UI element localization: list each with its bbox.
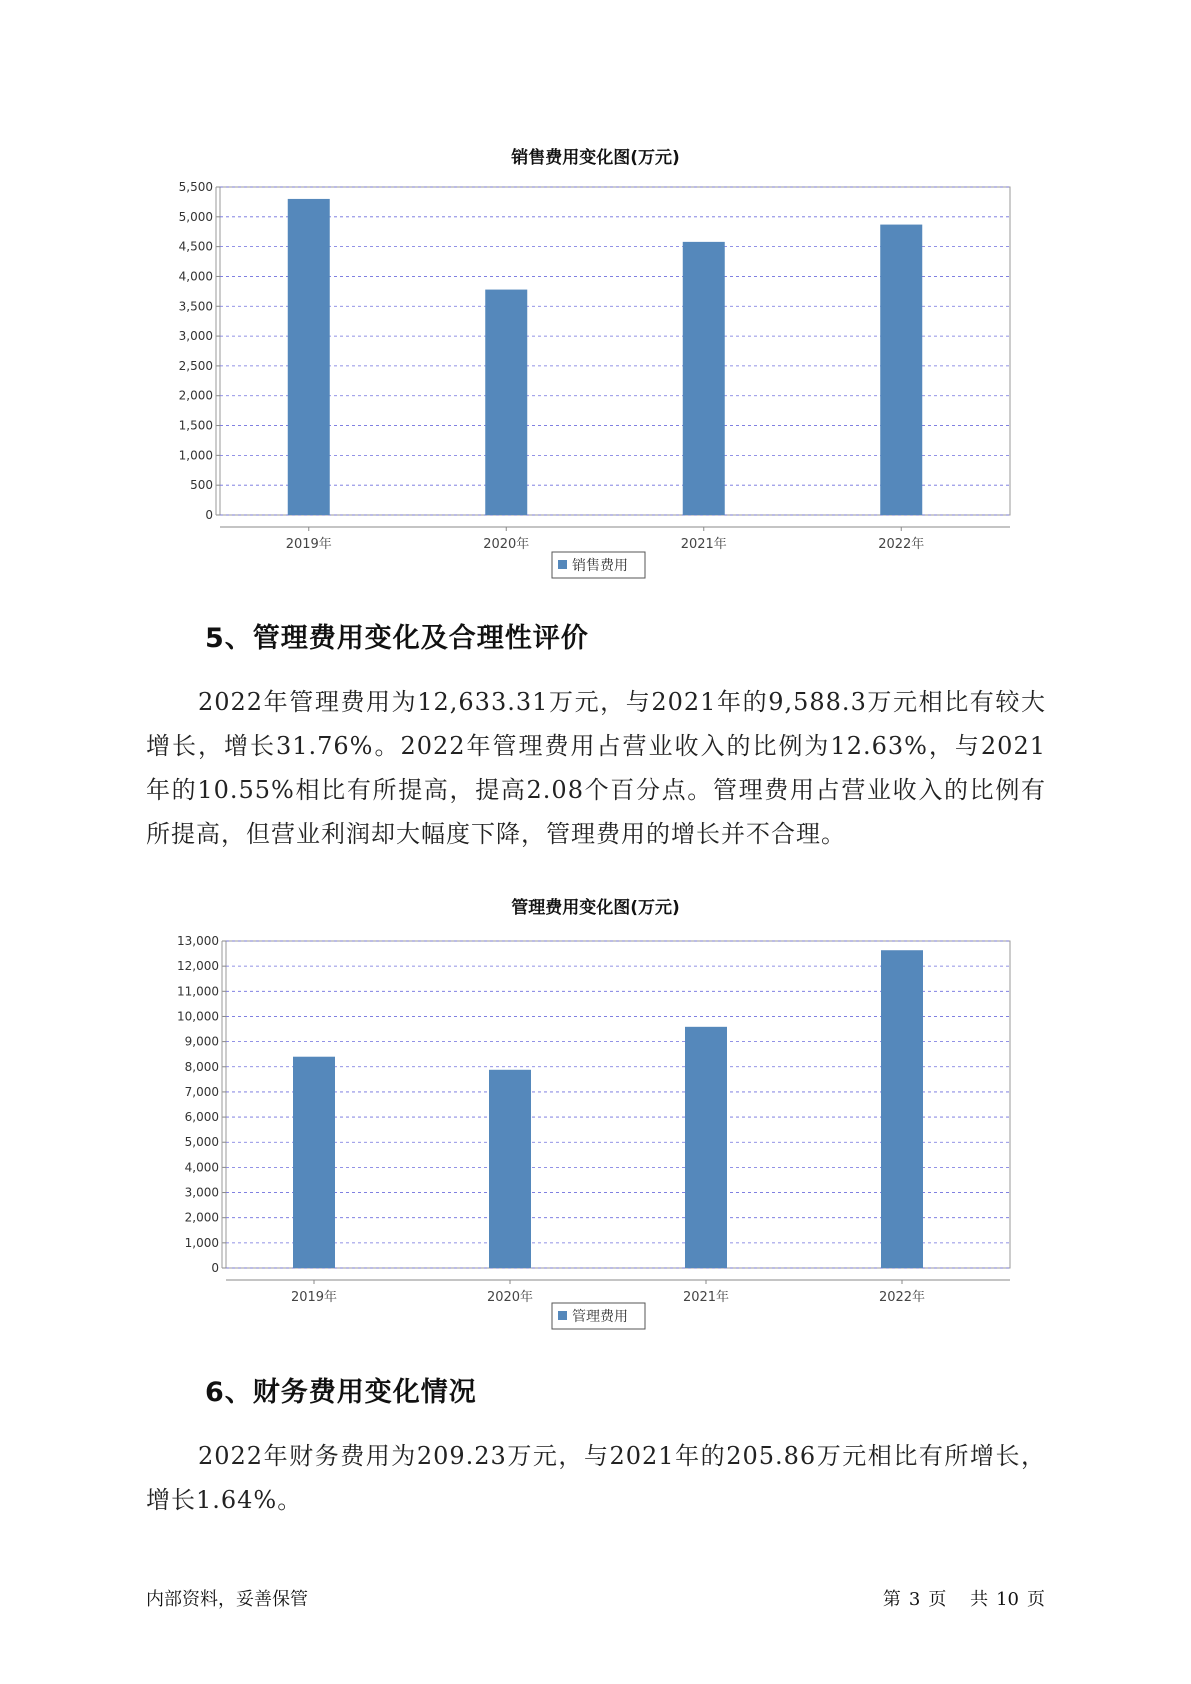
y-tick-label: 5,000 (178, 209, 213, 224)
bar (881, 950, 923, 1268)
legend-swatch (558, 560, 567, 569)
y-tick-label: 4,000 (178, 269, 213, 284)
y-tick-label: 3,000 (178, 329, 213, 344)
page-current: 3 (908, 1589, 921, 1610)
section-6-heading: 6、财务费用变化情况 (205, 1377, 477, 1408)
y-tick-label: 0 (205, 508, 213, 522)
y-tick-label: 8,000 (184, 1059, 219, 1074)
x-tick-label: 2020年 (486, 1290, 534, 1305)
x-tick-label: 2021年 (680, 537, 727, 552)
y-tick-label: 6,000 (184, 1110, 219, 1125)
y-tick-label: 5,500 (178, 180, 213, 194)
bar (288, 199, 330, 515)
y-tick-label: 11,000 (177, 984, 219, 999)
page-total: 10 (996, 1589, 1019, 1610)
y-tick-label: 5,000 (184, 1135, 219, 1150)
footer-confidential-note: 内部资料，妥善保管 (146, 1589, 308, 1610)
y-tick-label: 4,500 (178, 239, 213, 254)
legend-label: 销售费用 (572, 558, 628, 574)
y-tick-label: 2,000 (184, 1210, 219, 1225)
y-tick-label: 1,000 (184, 1235, 219, 1250)
section-5-text: 2022年管理费用为12,633.31万元，与2021年的9,588.3万元相比有较大增长，增长31.76%。2022年管理费用占营业收入的比例为12.63%，与2021年的10.55%相比有所提高，提高2.08个百分点。管理费用占营业收入的比例有所提高，但营业利润却大幅度下降，管理费用的增长并不合理。 (146, 688, 1046, 848)
total-prefix: 共 (970, 1589, 989, 1610)
section-6-paragraph (146, 1434, 1046, 1522)
y-tick-label: 500 (190, 478, 213, 493)
sales-expense-chart (0, 165, 1191, 574)
chart-2-title: 管理费用变化图(万元) (511, 898, 680, 918)
y-tick-label: 10,000 (177, 1009, 219, 1024)
y-tick-label: 9,000 (184, 1034, 219, 1049)
legend (552, 552, 645, 578)
y-tick-label: 3,500 (178, 299, 213, 314)
bar (685, 1027, 727, 1268)
y-tick-label: 7,000 (184, 1084, 219, 1099)
x-tick-label: 2019年 (285, 537, 332, 552)
legend (552, 1303, 645, 1329)
x-tick-label: 2021年 (682, 1290, 730, 1305)
x-tick-label: 2020年 (483, 537, 530, 552)
bar (489, 1070, 531, 1268)
legend-swatch (558, 1311, 567, 1320)
page-prefix: 第 (882, 1589, 901, 1610)
x-tick-label: 2022年 (878, 537, 925, 552)
section-6-text: 2022年财务费用为209.23万元，与2021年的205.86万元相比有所增长，增长1.64%。 (146, 1442, 1046, 1514)
total-unit: 页 (1027, 1589, 1045, 1610)
footer-page-number (879, 1585, 1049, 1611)
chart-1-title: 销售费用变化图(万元) (511, 148, 680, 168)
y-tick-label: 1,000 (178, 448, 213, 463)
y-tick-label: 0 (211, 1261, 219, 1275)
y-tick-label: 2,500 (178, 358, 213, 373)
section-5-heading: 5、管理费用变化及合理性评价 (205, 623, 589, 654)
y-tick-label: 3,000 (184, 1185, 219, 1200)
bar (683, 242, 725, 515)
y-tick-label: 4,000 (184, 1160, 219, 1175)
legend-label: 管理费用 (572, 1309, 628, 1325)
bar (880, 225, 922, 515)
x-tick-label: 2022年 (878, 1290, 926, 1305)
y-tick-label: 1,500 (178, 418, 213, 433)
page-unit: 页 (928, 1589, 947, 1610)
x-tick-label: 2019年 (290, 1290, 338, 1305)
section-5-paragraph (146, 680, 1046, 856)
y-tick-label: 2,000 (178, 388, 213, 403)
admin-expense-chart (0, 916, 1191, 1325)
bar (485, 290, 527, 515)
y-tick-label: 12,000 (177, 959, 219, 974)
bar (293, 1057, 335, 1268)
y-tick-label: 13,000 (177, 934, 219, 948)
